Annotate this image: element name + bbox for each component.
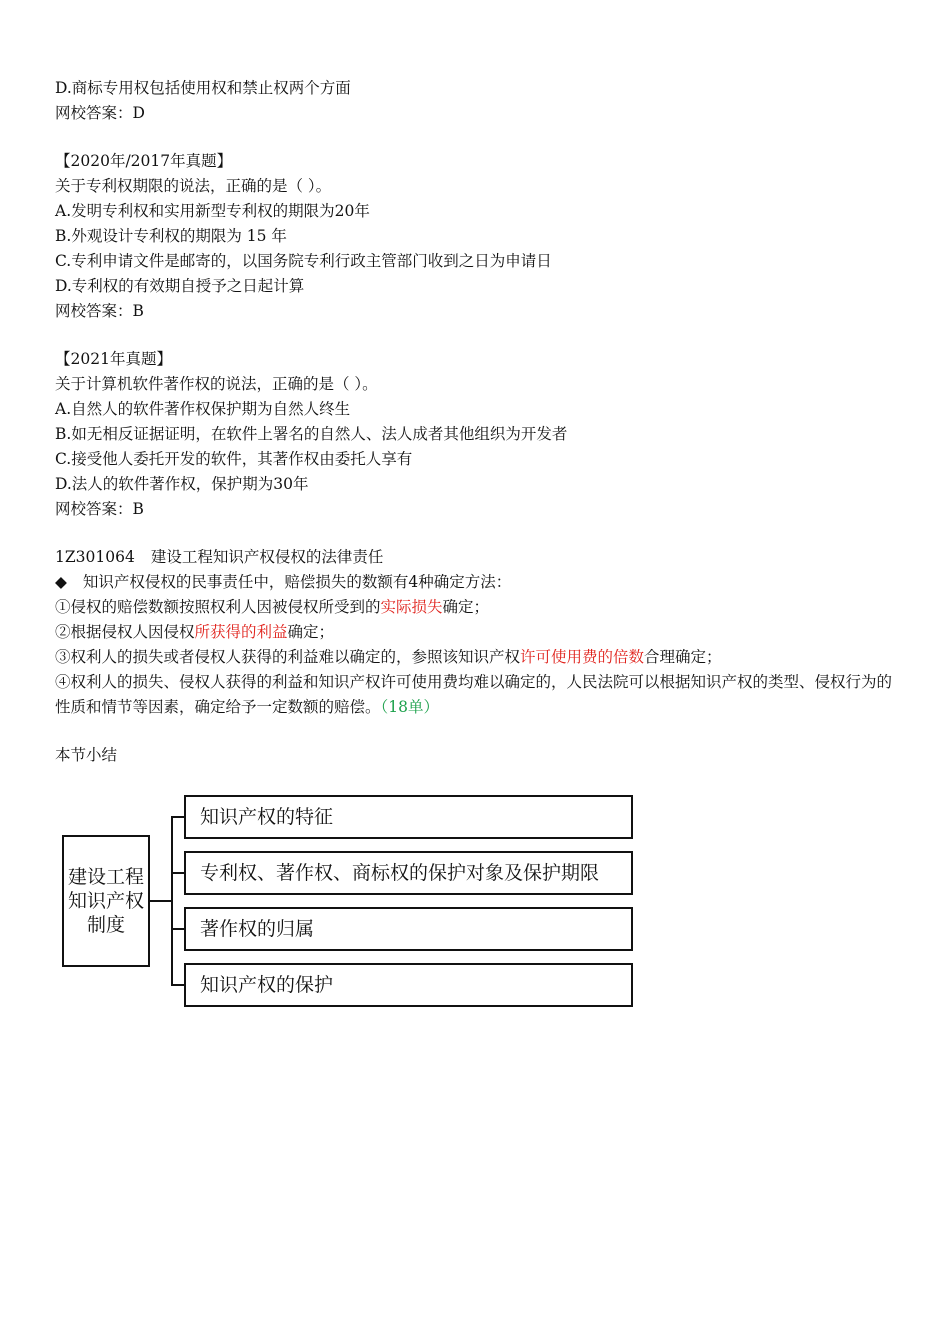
method-1: ①侵权的赔偿数额按照权利人因被侵权所受到的实际损失确定； <box>55 598 490 616</box>
q2020-option-a: A.发明专利权和实用新型专利权的期限为20年 <box>55 202 370 220</box>
diagram-item-features: 知识产权的特征 <box>184 795 633 839</box>
section-title: 建设工程知识产权侵权的法律责任 <box>150 548 384 566</box>
exam-note: （18单） <box>380 698 439 716</box>
root-line-2: 知识产权 <box>67 890 144 912</box>
q2021-option-c: C.接受他人委托开发的软件，其著作权由委托人享有 <box>55 450 413 468</box>
diagram-root-box <box>62 835 150 967</box>
q2020-tag: 【2020年/2017年真题】 <box>55 152 233 170</box>
method-4: ④权利人的损失、侵权人获得的利益和知识产权许可使用费均难以确定的，人民法院可以根据知识产权的类型、侵权行为的性质和情节等因素，确定给予一定数额的赔偿。（18单） <box>55 673 893 716</box>
summary-diagram <box>62 795 634 1010</box>
highlight-gained-benefit: 所获得的利益 <box>194 623 288 641</box>
section-code: 1Z301064 <box>55 548 135 566</box>
q2020-option-c: C.专利申请文件是邮寄的，以国务院专利行政主管部门收到之日为申请日 <box>55 252 552 270</box>
diagram-connector <box>150 900 172 902</box>
prev-answer: 网校答案：D <box>55 104 145 122</box>
root-line-3: 制度 <box>86 914 125 936</box>
q2021-tag: 【2021年真题】 <box>55 350 172 368</box>
highlight-actual-loss: 实际损失 <box>380 598 443 616</box>
diamond-bullet-icon: ◆ <box>55 573 67 591</box>
q2021-option-b: B.如无相反证据证明，在软件上署名的自然人、法人成者其他组织为开发者 <box>55 425 568 443</box>
root-line-1: 建设工程 <box>67 866 144 888</box>
q2020-option-d: D.专利权的有效期自授予之日起计算 <box>55 277 305 295</box>
document-body <box>55 76 905 768</box>
intro-text: 知识产权侵权的民事责任中，赔偿损失的数额有4种确定方法： <box>82 573 512 591</box>
section-intro <box>55 570 905 595</box>
diagram-trunk-line <box>171 816 173 984</box>
prev-option-d: D.商标专用权包括使用权和禁止权两个方面 <box>55 79 351 97</box>
diagram-item-protection-scope: 专利权、著作权、商标权的保护对象及保护期限 <box>184 851 633 895</box>
q2020-option-b: B.外观设计专利权的期限为 15 年 <box>55 227 287 245</box>
method-2: ②根据侵权人因侵权所获得的利益确定； <box>55 623 335 641</box>
q2020-stem: 关于专利权期限的说法，正确的是（ ）。 <box>55 177 332 195</box>
diagram-branch <box>171 984 185 986</box>
summary-label: 本节小结 <box>55 746 118 764</box>
q2021-option-d: D.法人的软件著作权，保护期为30年 <box>55 475 309 493</box>
diagram-item-copyright-ownership: 著作权的归属 <box>184 907 633 951</box>
diagram-branch <box>171 872 185 874</box>
method-3: ③权利人的损失或者侵权人获得的利益难以确定的，参照该知识产权许可使用费的倍数合理确定； <box>55 648 722 666</box>
q2020-answer: 网校答案：B <box>55 302 144 320</box>
highlight-license-fee-multiple: 许可使用费的倍数 <box>520 648 645 666</box>
diagram-branch <box>171 928 185 930</box>
q2021-answer: 网校答案：B <box>55 500 144 518</box>
q2021-stem: 关于计算机软件著作权的说法，正确的是（ ）。 <box>55 375 378 393</box>
q2021-option-a: A.自然人的软件著作权保护期为自然人终生 <box>55 400 351 418</box>
section-heading <box>55 545 905 570</box>
diagram-item-ip-protection: 知识产权的保护 <box>184 963 633 1007</box>
diagram-branch <box>171 816 185 818</box>
